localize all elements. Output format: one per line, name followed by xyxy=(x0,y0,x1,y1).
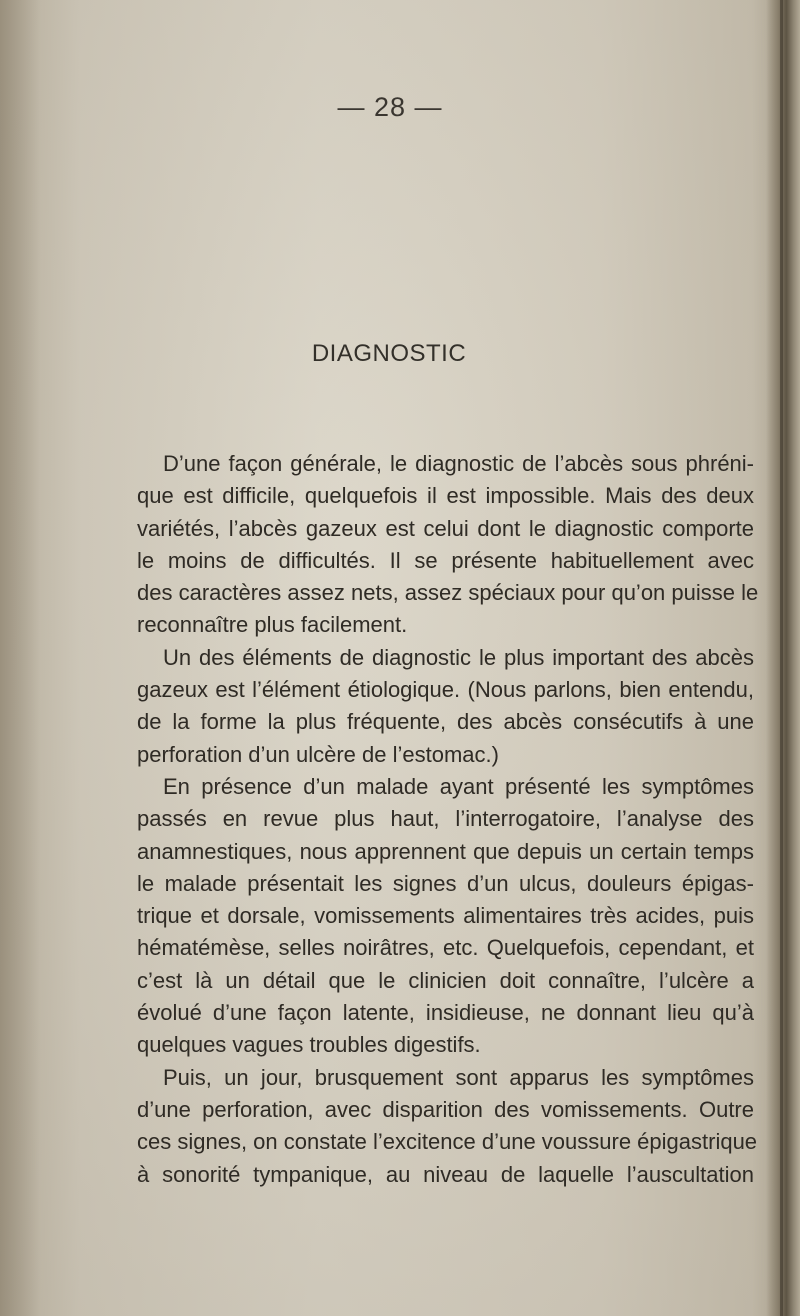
text-line: évolué d’une façon latente, insidieuse, ne donnant lieu qu’à xyxy=(137,1000,754,1026)
text-line: anamnestiques, nous apprennent que depuis un certain temps xyxy=(137,838,754,864)
body-text xyxy=(137,448,759,1191)
text-line: D’une façon générale, le diagnostic de l’abcès sous phréni- xyxy=(163,451,754,476)
text-line: Puis, un jour, brusquement sont apparus les symptômes xyxy=(163,1064,754,1090)
section-title-text: DIAGNOSTIC xyxy=(311,340,467,367)
page-edge xyxy=(766,0,800,1316)
text-line: le moins de difficultés. Il se présente habituellement avec xyxy=(137,547,754,573)
page-number: — 28 — xyxy=(337,92,443,122)
text-line: à sonorité tympanique, au niveau de laquelle l’auscultation xyxy=(137,1161,754,1187)
text-line: Un des éléments de diagnostic le plus important des abcès xyxy=(163,644,754,670)
text-line: d’une perforation, avec disparition des vomissements. Outre xyxy=(137,1096,754,1122)
text-line: trique et dorsale, vomissements alimentaires très acides, puis xyxy=(137,903,754,929)
text-line: gazeux est l’élément étiologique. (Nous parlons, bien entendu, xyxy=(137,677,754,703)
text-line: c’est là un détail que le clinicien doit connaître, l’ulcère a xyxy=(137,967,754,993)
page-left-shadow xyxy=(0,0,40,1316)
page-header xyxy=(0,92,800,123)
text-line: de la forme la plus fréquente, des abcès consécutifs à une xyxy=(137,709,754,735)
text-line: des caractères assez nets, assez spéciaux pour qu’on puisse le xyxy=(137,580,759,606)
section-title xyxy=(0,340,800,368)
text-line: hématémèse, selles noirâtres, etc. Quelquefois, cependant, et xyxy=(137,935,754,961)
text-line: passés en revue plus haut, l’interrogatoire, l’analyse des xyxy=(137,806,754,832)
text-line: reconnaître plus facilement. xyxy=(137,612,408,638)
text-line: le malade présentait les signes d’un ulcus, douleurs épigas- xyxy=(137,870,754,896)
text-line: que est difficile, quelquefois il est impossible. Mais des deux xyxy=(137,483,754,509)
text-line: variétés, l’abcès gazeux est celui dont le diagnostic comporte xyxy=(137,515,754,541)
text-line: ces signes, on constate l’excitence d’une voussure épigastrique xyxy=(137,1129,758,1155)
text-line: En présence d’un malade ayant présenté les symptômes xyxy=(163,773,754,799)
text-line: quelques vagues troubles digestifs. xyxy=(137,1032,481,1058)
text-line: perforation d’un ulcère de l’estomac.) xyxy=(137,741,499,767)
